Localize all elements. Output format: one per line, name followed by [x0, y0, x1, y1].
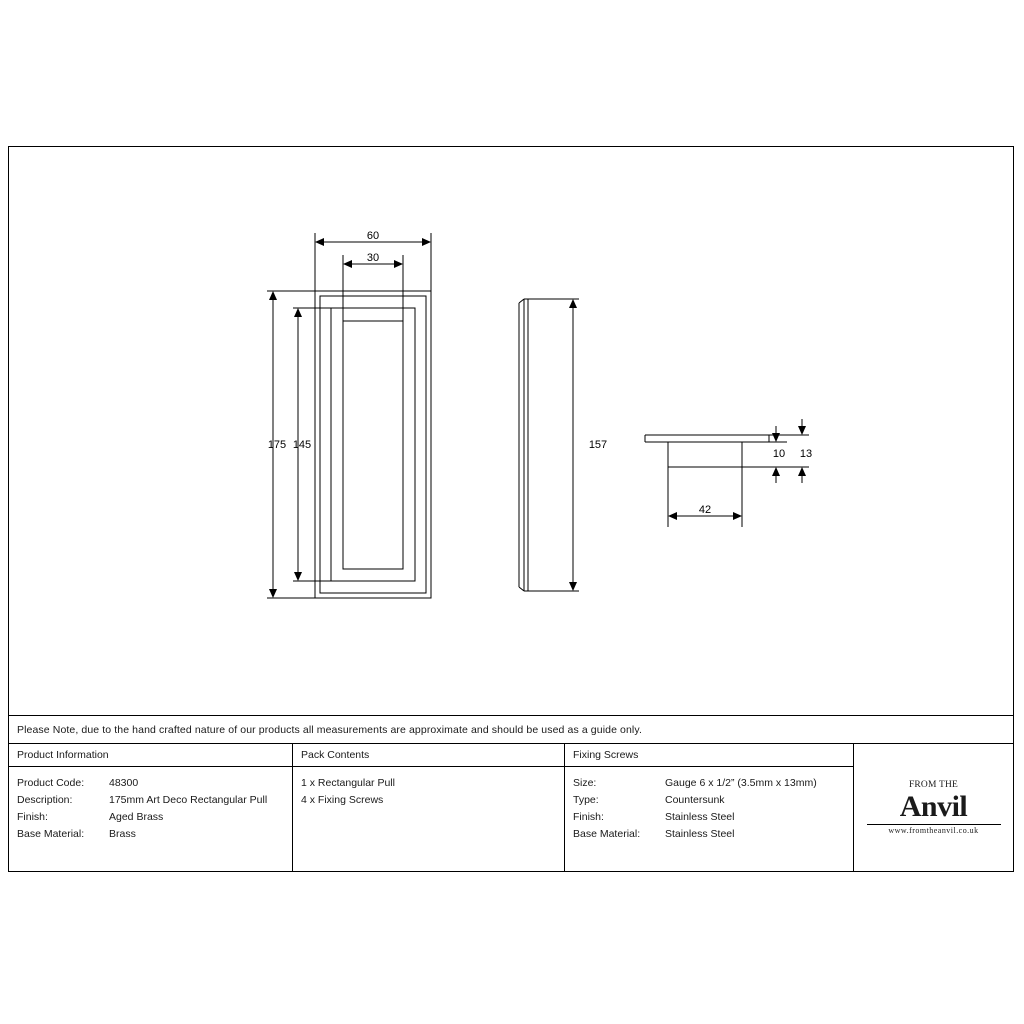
product-code-value: 48300	[109, 777, 139, 789]
info-table	[9, 743, 1013, 872]
dim-width-outer: 60	[366, 230, 380, 242]
table-row	[573, 809, 845, 826]
table-row	[17, 809, 284, 826]
pack-contents-header: Pack Contents	[293, 744, 564, 767]
screw-type-value: Countersunk	[665, 794, 725, 806]
screw-size-label: Size:	[573, 777, 597, 789]
dim-depth-total: 13	[799, 448, 813, 460]
table-row	[17, 775, 284, 792]
dim-height-inner: 145	[292, 439, 312, 451]
pack-contents-column	[293, 744, 565, 872]
list-item: 1 x Rectangular Pull	[301, 777, 395, 789]
brand-logo	[854, 744, 1013, 872]
description-value: 175mm Art Deco Rectangular Pull	[109, 794, 268, 806]
table-row	[573, 826, 845, 843]
technical-drawing-sheet	[8, 146, 1014, 872]
screw-type-label: Type:	[573, 794, 599, 806]
dim-width-inner: 30	[366, 252, 380, 264]
fixing-screws-column	[565, 744, 854, 872]
dim-side-height: 157	[588, 439, 608, 451]
measurement-note-row	[9, 715, 1013, 743]
product-information-header: Product Information	[9, 744, 292, 767]
screw-size-value: Gauge 6 x 1/2” (3.5mm x 13mm)	[665, 777, 817, 789]
list-item: 4 x Fixing Screws	[301, 794, 384, 806]
fixing-screws-body	[565, 767, 853, 843]
screw-finish-label: Finish:	[573, 811, 604, 823]
screw-finish-value: Stainless Steel	[665, 811, 735, 823]
logo-wordmark: Anvil	[899, 789, 968, 823]
dim-depth-width: 42	[698, 504, 712, 516]
drawing-svg	[9, 147, 1013, 715]
dim-depth-recess: 10	[772, 448, 786, 460]
logo-column	[854, 744, 1013, 872]
base-material-value: Brass	[109, 828, 136, 840]
description-label: Description:	[17, 794, 73, 806]
table-row	[17, 792, 284, 809]
logo-divider	[867, 824, 1001, 825]
screw-base-material-label: Base Material:	[573, 828, 641, 840]
screw-base-material-value: Stainless Steel	[665, 828, 735, 840]
product-code-label: Product Code:	[17, 777, 85, 789]
finish-label: Finish:	[17, 811, 48, 823]
product-information-body	[9, 767, 292, 843]
logo-top-text: FROM THE	[908, 780, 959, 791]
table-row	[573, 775, 845, 792]
table-row	[573, 792, 845, 809]
finish-value: Aged Brass	[109, 811, 164, 823]
pack-contents-body	[293, 767, 564, 809]
base-material-label: Base Material:	[17, 828, 85, 840]
dim-height-outer: 175	[267, 439, 287, 451]
fixing-screws-header: Fixing Screws	[565, 744, 853, 767]
table-row	[17, 826, 284, 843]
measurement-note: Please Note, due to the hand crafted nature of our products all measurements are approximate and should be used as a guide only.	[17, 723, 642, 736]
product-information-column	[9, 744, 293, 872]
product-drawing	[9, 147, 1013, 715]
logo-url: www.fromtheanvil.co.uk	[888, 825, 979, 835]
